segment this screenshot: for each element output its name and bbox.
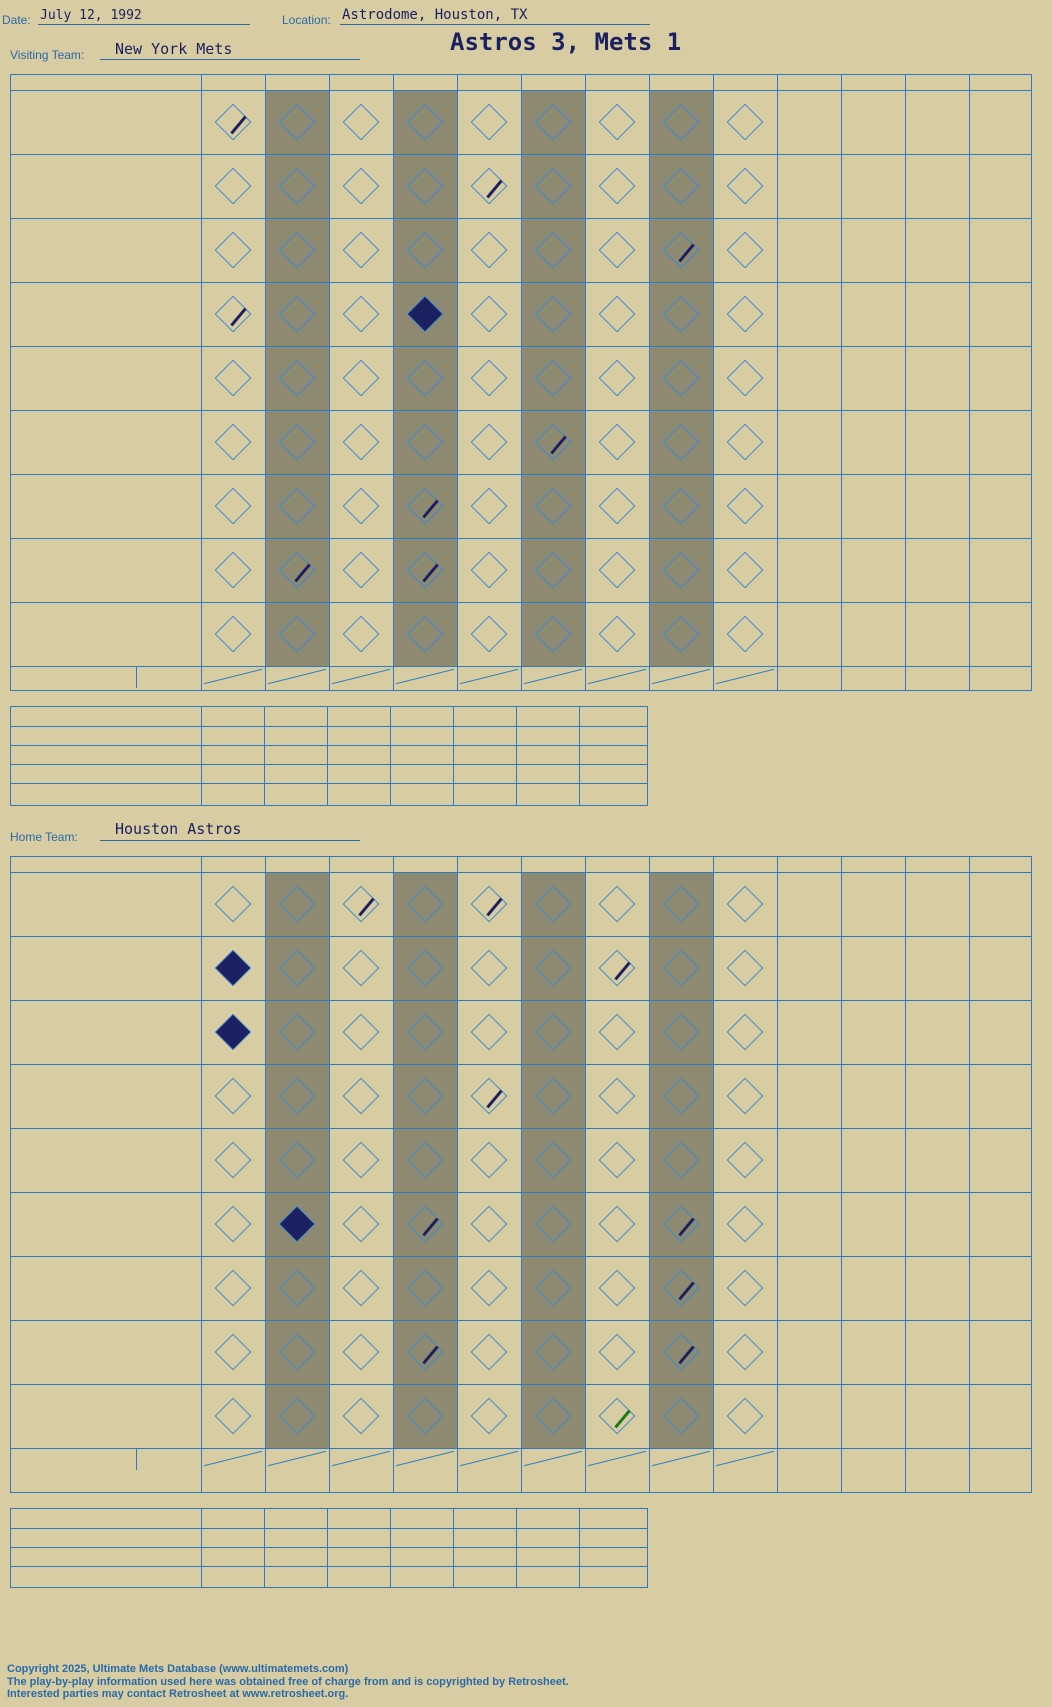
totals-slash: [396, 669, 454, 684]
base-diamond: [727, 488, 764, 525]
scored-diamond: [216, 951, 250, 985]
totals-divider: [11, 666, 1031, 667]
inning-divider: [713, 857, 714, 1492]
base-diamond: [471, 1270, 508, 1307]
base-diamond: [599, 488, 636, 525]
totals-slash: [524, 1451, 582, 1466]
base-diamond: [471, 296, 508, 333]
inning-divider: [457, 75, 458, 690]
base-diamond: [215, 1334, 252, 1371]
stat-divider: [905, 75, 906, 690]
totals-r-label: [139, 1449, 153, 1464]
base-diamond: [215, 424, 252, 461]
pitching-column-divider: [201, 1509, 202, 1587]
inning-divider: [329, 857, 330, 1492]
row-divider: [11, 410, 1031, 411]
base-diamond: [471, 886, 508, 923]
pitching-row-divider: [11, 783, 647, 784]
column-header-inning: [393, 75, 457, 90]
base-diamond: [471, 168, 508, 205]
totals-slash: [204, 669, 262, 684]
pitching-row-divider: [11, 764, 647, 765]
column-header-inning: [457, 75, 521, 90]
pitching-column-divider: [390, 1509, 391, 1587]
base-diamond: [343, 552, 380, 589]
base-diamond: [727, 104, 764, 141]
column-header-inning: [649, 857, 713, 872]
totals-slash: [652, 1451, 710, 1466]
base-diamond: [727, 1206, 764, 1243]
column-header-inning: [201, 857, 265, 872]
totals-slash: [268, 669, 326, 684]
base-diamond: [471, 1142, 508, 1179]
totals-slash: [332, 669, 390, 684]
date-underline: [38, 24, 250, 25]
column-header-inning: [329, 75, 393, 90]
row-divider: [11, 282, 1031, 283]
game-title: Astros 3, Mets 1: [450, 28, 682, 56]
totals-slash: [460, 669, 518, 684]
totals-slash: [652, 669, 710, 684]
base-diamond: [599, 424, 636, 461]
base-diamond: [215, 1142, 252, 1179]
pitching-column-divider: [264, 1509, 265, 1587]
base-diamond: [599, 232, 636, 269]
row-divider: [11, 154, 1031, 155]
pitching-column-divider: [264, 707, 265, 805]
totals-slash: [716, 669, 774, 684]
base-diamond: [727, 1142, 764, 1179]
totals-name-divider: [136, 1448, 137, 1470]
base-diamond: [599, 1142, 636, 1179]
base-diamond: [727, 168, 764, 205]
inning-divider: [585, 857, 586, 1492]
base-diamond: [599, 296, 636, 333]
base-diamond: [215, 1078, 252, 1115]
base-diamond: [343, 104, 380, 141]
base-diamond: [471, 1078, 508, 1115]
stat-divider: [841, 75, 842, 690]
inning-divider: [265, 857, 266, 1492]
row-divider: [11, 218, 1031, 219]
column-header-stat: [777, 75, 841, 90]
base-diamond: [471, 360, 508, 397]
inning-divider: [521, 75, 522, 690]
totals-slash: [524, 669, 582, 684]
base-diamond: [471, 424, 508, 461]
home-team-label: Home Team:: [10, 830, 78, 844]
column-header-inning: [329, 857, 393, 872]
pitching-column-divider: [327, 707, 328, 805]
base-diamond: [727, 552, 764, 589]
stat-divider: [777, 75, 778, 690]
pitching-column-divider: [516, 707, 517, 805]
game-location: Astrodome, Houston, TX: [342, 7, 528, 23]
totals-slash: [716, 1451, 774, 1466]
inning-divider: [585, 75, 586, 690]
totals-name-divider: [136, 666, 137, 688]
base-diamond: [471, 950, 508, 987]
footer-contact: Interested parties may contact Retrosheet at www.retrosheet.org.: [7, 1688, 349, 1700]
base-diamond: [343, 232, 380, 269]
base-diamond: [471, 616, 508, 653]
base-diamond: [215, 232, 252, 269]
base-diamond: [599, 1014, 636, 1051]
base-diamond: [343, 424, 380, 461]
base-diamond: [727, 950, 764, 987]
base-diamond: [215, 488, 252, 525]
pitching-column-divider: [390, 707, 391, 805]
base-diamond: [343, 360, 380, 397]
base-diamond: [215, 1206, 252, 1243]
base-diamond: [727, 1270, 764, 1307]
pitching-column-divider: [579, 707, 580, 805]
column-header-inning: [649, 75, 713, 90]
base-diamond: [727, 232, 764, 269]
row-divider: [11, 1256, 1031, 1257]
totals-slash: [268, 1451, 326, 1466]
pitching-row-divider: [11, 1528, 647, 1529]
location-underline: [340, 24, 650, 25]
stat-divider: [969, 857, 970, 1492]
name-column-divider: [201, 857, 202, 1492]
column-header-inning: [265, 857, 329, 872]
game-date: July 12, 1992: [40, 8, 142, 23]
location-label: Location:: [282, 13, 331, 27]
column-header-inning: [713, 75, 777, 90]
column-header-stat: [841, 857, 905, 872]
inning-divider: [649, 857, 650, 1492]
pitching-column-divider: [201, 707, 202, 805]
stat-divider: [841, 857, 842, 1492]
column-header-inning: [521, 75, 585, 90]
inning-divider: [457, 857, 458, 1492]
base-diamond: [727, 1014, 764, 1051]
column-header-inning: [521, 857, 585, 872]
base-diamond: [343, 950, 380, 987]
column-header-stat: [905, 75, 969, 90]
base-diamond: [343, 488, 380, 525]
stat-divider: [969, 75, 970, 690]
column-header-inning: [585, 75, 649, 90]
base-diamond: [599, 1270, 636, 1307]
base-diamond: [599, 168, 636, 205]
base-diamond: [471, 232, 508, 269]
base-diamond: [727, 296, 764, 333]
base-diamond: [599, 1398, 636, 1435]
base-diamond: [343, 1334, 380, 1371]
stat-divider: [777, 857, 778, 1492]
base-diamond: [471, 1206, 508, 1243]
base-diamond: [215, 1270, 252, 1307]
base-diamond: [343, 886, 380, 923]
column-header-name: [11, 857, 71, 872]
base-diamond: [471, 1014, 508, 1051]
column-header-inning: [585, 857, 649, 872]
base-diamond: [343, 168, 380, 205]
row-divider: [11, 1064, 1031, 1065]
pitching-column-divider: [327, 1509, 328, 1587]
row-divider: [11, 1384, 1031, 1385]
base-diamond: [471, 1334, 508, 1371]
pitching-column-divider: [579, 1509, 580, 1587]
base-diamond: [215, 1398, 252, 1435]
base-diamond: [471, 488, 508, 525]
inning-divider: [329, 75, 330, 690]
totals-slash: [396, 1451, 454, 1466]
base-diamond: [599, 552, 636, 589]
base-diamond: [727, 1398, 764, 1435]
column-header-inning: [457, 857, 521, 872]
row-divider: [11, 602, 1031, 603]
row-divider: [11, 538, 1031, 539]
base-diamond: [343, 1206, 380, 1243]
base-diamond: [343, 616, 380, 653]
inning-divider: [521, 857, 522, 1492]
column-header-stat: [841, 75, 905, 90]
column-header-inning: [201, 75, 265, 90]
inning-divider: [393, 75, 394, 690]
base-diamond: [215, 616, 252, 653]
inning-divider: [265, 75, 266, 690]
pitching-column-divider: [516, 1509, 517, 1587]
base-diamond: [215, 296, 252, 333]
base-diamond: [215, 552, 252, 589]
home-underline: [100, 840, 360, 841]
base-diamond: [343, 1078, 380, 1115]
pitching-column-divider: [453, 1509, 454, 1587]
pitching-column-divider: [453, 707, 454, 805]
column-header-stat: [905, 857, 969, 872]
row-divider: [11, 474, 1031, 475]
home-team-name: Houston Astros: [115, 820, 242, 838]
stat-divider: [905, 857, 906, 1492]
row-divider: [11, 1000, 1031, 1001]
home-scorecard: [10, 856, 1032, 1493]
totals-slash: [588, 669, 646, 684]
base-diamond: [599, 886, 636, 923]
base-diamond: [215, 360, 252, 397]
row-divider: [11, 1320, 1031, 1321]
base-diamond: [343, 1270, 380, 1307]
base-diamond: [599, 1206, 636, 1243]
column-header-stat: [969, 857, 1033, 872]
footer-retrosheet: The play-by-play information used here was obtained free of charge from and is copyrighted by Retrosheet.: [7, 1676, 569, 1688]
pitching-row-divider: [11, 1566, 647, 1567]
base-diamond: [215, 168, 252, 205]
base-diamond: [471, 1398, 508, 1435]
base-diamond: [343, 1014, 380, 1051]
pitching-row-divider: [11, 1547, 647, 1548]
base-diamond: [727, 424, 764, 461]
column-header-stat: [777, 857, 841, 872]
name-column-divider: [201, 75, 202, 690]
home-pitching-table: [10, 1508, 648, 1588]
base-diamond: [727, 360, 764, 397]
base-diamond: [343, 1142, 380, 1179]
base-diamond: [471, 104, 508, 141]
base-diamond: [599, 104, 636, 141]
visiting-team-label: Visiting Team:: [10, 48, 85, 62]
base-diamond: [727, 616, 764, 653]
visiting-underline: [100, 59, 360, 60]
row-divider: [11, 1128, 1031, 1129]
totals-label: [81, 1452, 141, 1467]
inning-divider: [393, 857, 394, 1492]
column-header-name: [11, 75, 71, 90]
base-diamond: [599, 360, 636, 397]
base-diamond: [727, 1078, 764, 1115]
totals-divider: [11, 1448, 1031, 1449]
totals-slash: [332, 1451, 390, 1466]
visitors-pitching-table: [10, 706, 648, 806]
row-divider: [11, 936, 1031, 937]
totals-slash: [460, 1451, 518, 1466]
column-header-inning: [713, 857, 777, 872]
row-divider: [11, 1192, 1031, 1193]
base-diamond: [471, 552, 508, 589]
totals-h-label: [183, 674, 197, 689]
footer-copyright: Copyright 2025, Ultimate Mets Database (www.ultimatemets.com): [7, 1663, 349, 1675]
column-header-inning: [265, 75, 329, 90]
totals-r-label: [139, 667, 153, 682]
column-header-stat: [969, 75, 1033, 90]
base-diamond: [343, 1398, 380, 1435]
visitors-scorecard: [10, 74, 1032, 691]
pitching-row-divider: [11, 726, 647, 727]
totals-label: [81, 670, 141, 685]
totals-slash: [204, 1451, 262, 1466]
inning-divider: [649, 75, 650, 690]
pitching-row-divider: [11, 745, 647, 746]
column-header-inning: [393, 857, 457, 872]
inning-divider: [713, 75, 714, 690]
base-diamond: [215, 104, 252, 141]
base-diamond: [599, 1078, 636, 1115]
base-diamond: [215, 886, 252, 923]
row-divider: [11, 346, 1031, 347]
date-label: Date:: [2, 13, 31, 27]
base-diamond: [727, 886, 764, 923]
base-diamond: [599, 616, 636, 653]
base-diamond: [599, 1334, 636, 1371]
base-diamond: [343, 296, 380, 333]
totals-slash: [588, 1451, 646, 1466]
scored-diamond: [216, 1015, 250, 1049]
visiting-team-name: New York Mets: [115, 40, 233, 58]
base-diamond: [599, 950, 636, 987]
base-diamond: [727, 1334, 764, 1371]
totals-h-label: [183, 1456, 197, 1471]
